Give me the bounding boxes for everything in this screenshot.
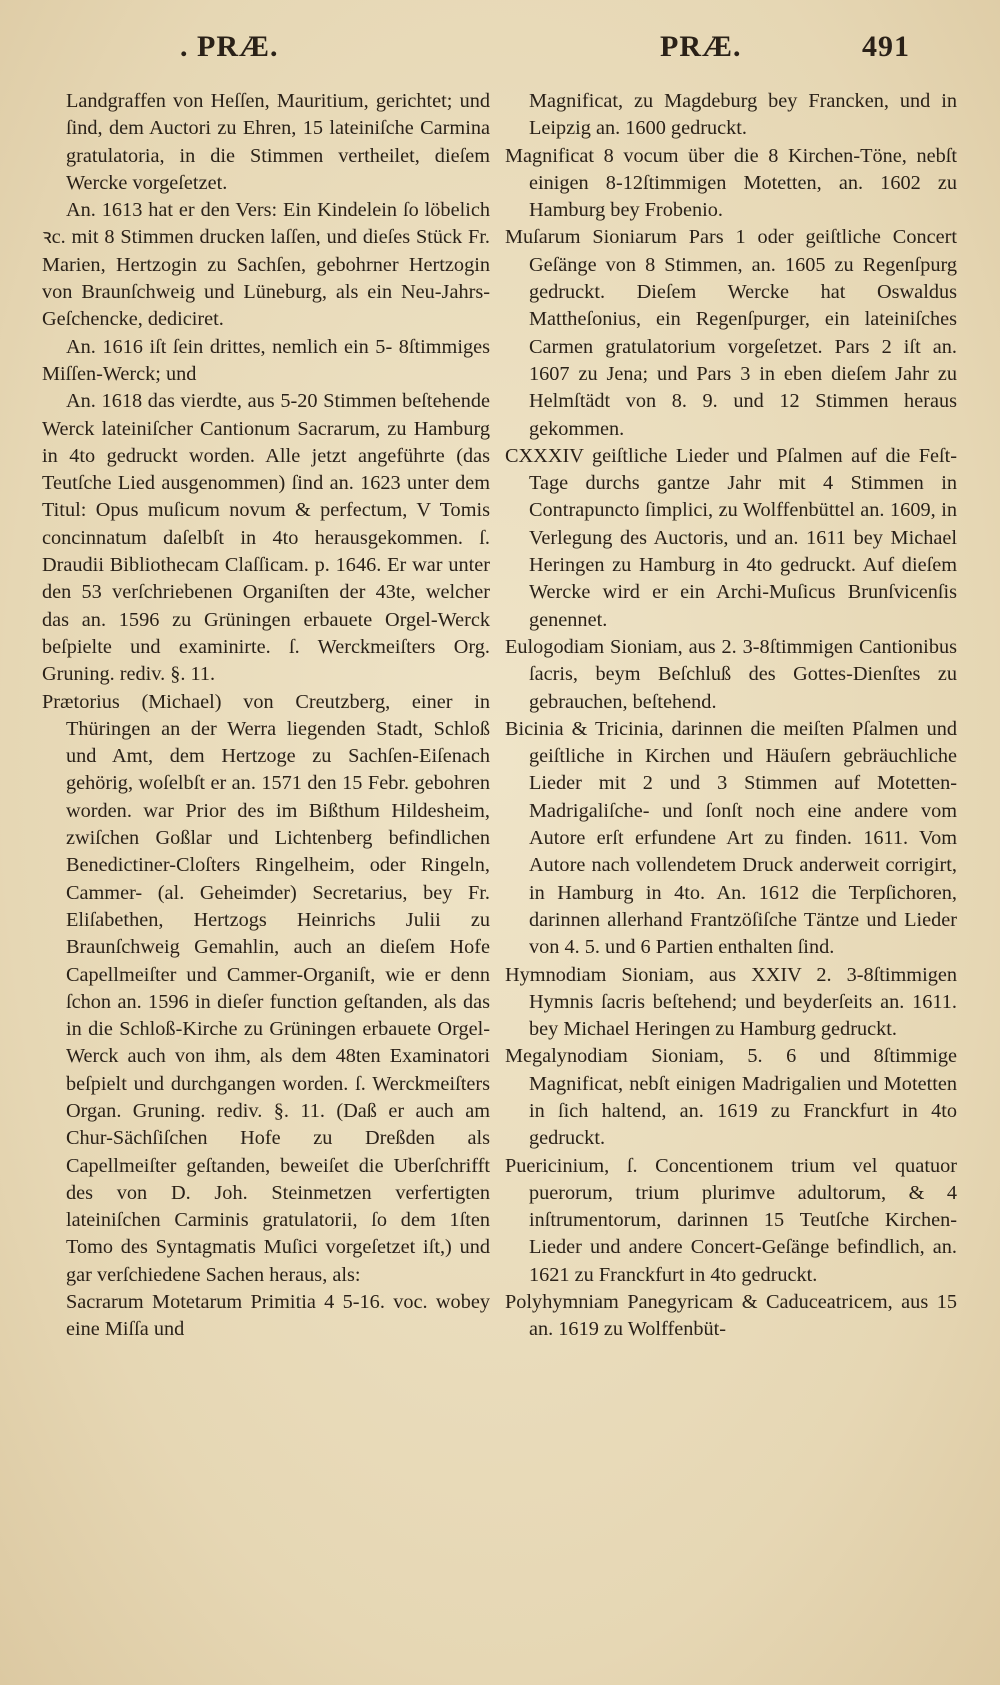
header-left: . PRÆ. <box>180 30 279 63</box>
paragraph: An. 1618 das vierdte, aus 5-20 Stimmen beſtehende Werck lateiniſcher Cantionum Sacrarum, zu Hamburg in 4to gedruckt worden. Alle jetzt angeführte (das Teutſche Lied ausgenommen) ſind an. 1623 unter dem Titul: Opus muſicum novum & perfectum, V Tomis concinnatum daſelbſt in 4to herausgekommen. ſ. Draudii Bibliothecam Claſſicam. p. 1646. Er war unter den 53 verſchriebenen Organiſten der 43te, welcher das an. 1596 zu Grüningen erbauete Orgel-Werck beſpielte und examinirte. ſ. Werckmeiſters Org. Gruning. rediv. §. 11. <box>42 390 490 686</box>
paragraph: Sacrarum Motetarum Primitia 4 5-16. voc. wobey eine Miſſa und <box>66 1291 490 1341</box>
entry: Megalynodiam Sioniam, 5. 6 und 8ſtimmige Magnificat, nebſt einigen Madrigalien und Motetten in ſich haltend, an. 1619 zu Franckfurt in 4to gedruckt. <box>505 1045 957 1150</box>
entry: Puericinium, ſ. Concentionem trium vel quatuor puerorum, trium plurimve adultorum, & 4 inſtrumentorum, darinnen 15 Teutſche Kirchen-Lieder und andere Concert-Geſänge befindlich, an. 1621 zu Franckfurt in 4to gedruckt. <box>505 1154 957 1286</box>
paragraph: Magnificat, zu Magdeburg bey Francken, und in Leipzig an. 1600 gedruckt. <box>529 90 957 140</box>
entry-praetorius: Prætorius (Michael) von Creutzberg, einer in Thüringen an der Werra liegenden Stadt, Schloß und Amt, dem Hertzoge zu Sachſen-Eiſenach gehörig, woſelbſt er an. 1571 den 15 Febr. gebohren worden. war Prior des im Bißthum Hildesheim, zwiſchen Goßlar und Lichtenberg befindlichen Benedictiner-Cloſters Ringelheim, oder Ringeln, Cammer- (al. Geheimder) Secretarius, bey Fr. Eliſabethen, Hertzogs Heinrichs Julii zu Braunſchweig Gemahlin, auch an dieſem Hofe Capellmeiſter und Cammer-Organiſt, wie er denn ſchon an. 1596 in dieſer function geſtanden, als das in die Schloß-Kirche zu Grüningen erbauete Orgel-Werck auch von ihm, als dem 48ten Examinatori beſpielt und durchgangen worden. ſ. Werckmeiſters Organ. Gruning. rediv. §. 11. (Daß er auch am Chur-Sächſiſchen Hofe zu Dreßden als Capellmeiſter geſtanden, beweiſet die Uberſchrifft des von D. Joh. Steinmetzen verfertigten lateiniſchen Carminis gratulatorii, ſo dem 1ſten Tomo des Syntagmatis Muſici vorgeſetzet iſt,) und gar verſchiedene Sachen heraus, als: <box>42 690 490 1286</box>
page-number: 491 <box>862 30 910 63</box>
running-header <box>0 30 1000 80</box>
entry: Polyhymniam Panegyricam & Caduceatricem, aus 15 an. 1619 zu Wolffenbüt- <box>505 1291 957 1341</box>
entry: Hymnodiam Sioniam, aus XXIV 2. 3-8ſtimmigen Hymnis ſacris beſtehend; und beyderſeits an. 1611. bey Michael Heringen zu Hamburg gedruckt. <box>505 963 957 1041</box>
entry: CXXXIV geiſtliche Lieder und Pſalmen auf die Feſt-Tage durchs gantze Jahr mit 4 Stimmen in Contrapuncto ſimplici, zu Wolffenbüttel an. 1609, in Verlegung des Auctoris, und an. 1611 bey Michael Heringen zu Hamburg in 4to gedruckt. Auf dieſem Wercke wird er ein Archi-Muſicus Brunſvicenſis genennet. <box>505 444 957 631</box>
paragraph: An. 1616 iſt ſein drittes, nemlich ein 5- 8ſtimmiges Miſſen-Werck; und <box>42 335 490 385</box>
paragraph: Landgraffen von Heſſen, Mauritium, gerichtet; und ſind, dem Auctori zu Ehren, 15 lateiniſche Carmina gratulatoria, in die Stimmen vertheilet, dieſem Wercke vorgeſetzet. <box>66 90 490 194</box>
header-right: PRÆ. <box>660 30 742 63</box>
paragraph: An. 1613 hat er den Vers: Ein Kindelein ſo löbelich ꝛc. mit 8 Stimmen drucken laſſen, und dieſes Stück Fr. Marien, Hertzogin zu Sachſen, gebohrner Hertzogin von Braunſchweig und Lüneburg, als ein Neu-Jahrs-Geſchencke, dediciret. <box>42 199 490 331</box>
entry: Magnificat 8 vocum über die 8 Kirchen-Töne, nebſt einigen 8-12ſtimmigen Motetten, an. 1602 zu Hamburg bey Frobenio. <box>505 144 957 222</box>
left-column <box>42 88 490 1344</box>
entry: Eulogodiam Sioniam, aus 2. 3-8ſtimmigen Cantionibus ſacris, beym Beſchluß des Gottes-Dienſtes zu gebrauchen, beſtehend. <box>505 635 957 713</box>
right-column <box>505 88 957 1344</box>
entry: Bicinia & Tricinia, darinnen die meiſten Pſalmen und geiſtliche in Kirchen und Häuſern gebräuchliche Lieder mit 2 und 3 Stimmen auf Motetten-Madrigaliſche- und ſonſt noch eine andere vom Autore erſt erfundene Art zu finden. 1611. Vom Autore nach vollendetem Druck anderweit corrigirt, in Hamburg in 4to. An. 1612 die Terpſichoren, darinnen allerhand Frantzöſiſche Täntze und Lieder von 4. 5. und 6 Partien enthalten ſind. <box>505 717 957 959</box>
entry: Muſarum Sioniarum Pars 1 oder geiſtliche Concert Geſänge von 8 Stimmen, an. 1605 zu Regenſpurg gedruckt. Dieſem Wercke hat Oswaldus Mattheſonius, ein Regenſpurger, ein lateiniſches Carmen gratulatorium vorgeſetzet. Pars 2 iſt an. 1607 zu Jena; und Pars 3 in eben dieſem Jahr zu Helmſtädt von 8. 9. und 12 Stimmen heraus gekommen. <box>505 226 957 440</box>
